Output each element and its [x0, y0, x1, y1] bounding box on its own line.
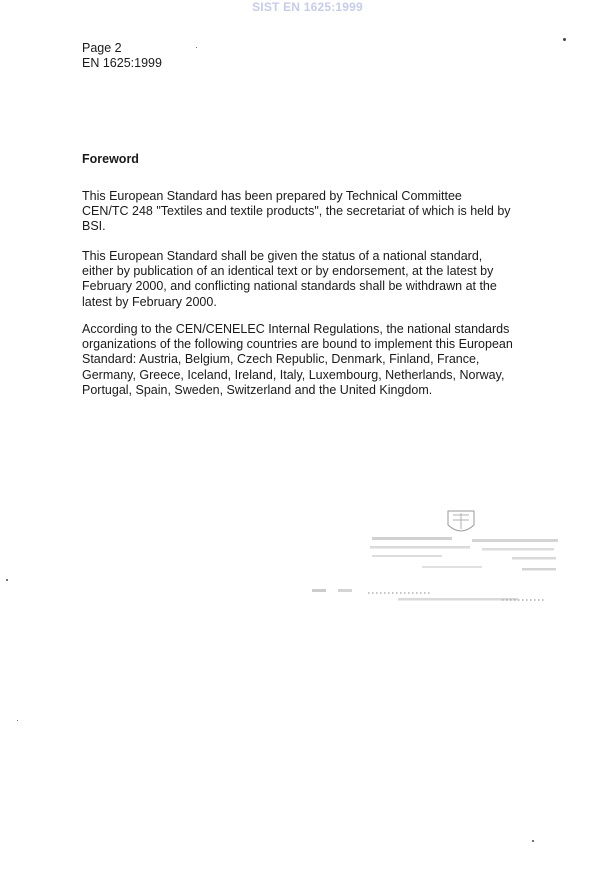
scan-speck — [563, 38, 566, 41]
paragraph-line: organizations of the following countries are bound to implement this European — [82, 337, 513, 352]
section-title: Foreword — [82, 152, 139, 166]
watermark: SIST EN 1625:1999 — [252, 0, 363, 14]
paragraph-1 — [82, 189, 542, 235]
paragraph-line: This European Standard shall be given the status of a national standard, — [82, 249, 483, 263]
standard-number: EN 1625:1999 — [82, 56, 162, 70]
paragraph-3 — [82, 322, 542, 398]
paragraph-line: Standard: Austria, Belgium, Czech Republic, Denmark, Finland, France, — [82, 352, 480, 367]
paragraph-line: Germany, Greece, Iceland, Ireland, Italy, Luxembourg, Netherlands, Norway, — [82, 367, 505, 382]
paragraph-line: either by publication of an identical text or by endorsement, at the latest by — [82, 264, 494, 279]
paragraph-line: CEN/TC 248 "Textiles and textile products", the secretariat of which is held by — [82, 204, 511, 219]
paragraph-line: According to the CEN/CENELEC Internal Regulations, the national standards — [82, 322, 510, 336]
paragraph-line: This European Standard has been prepared by Technical Committee — [82, 189, 462, 203]
paragraph-2 — [82, 249, 542, 310]
scan-speck — [196, 47, 197, 48]
scan-speck — [532, 840, 534, 842]
scan-speck — [6, 579, 8, 581]
paragraph-line: February 2000, and conflicting national standards shall be withdrawn at the — [82, 279, 497, 294]
paragraph-line: BSI. — [82, 219, 106, 234]
paragraph-line: latest by February 2000. — [82, 294, 217, 309]
page-header — [82, 41, 162, 71]
scan-speck — [17, 720, 18, 721]
page-number: Page 2 — [82, 41, 122, 55]
paragraph-line: Portugal, Spain, Sweden, Switzerland and the United Kingdom. — [82, 382, 433, 397]
official-stamp-icon — [312, 505, 562, 620]
